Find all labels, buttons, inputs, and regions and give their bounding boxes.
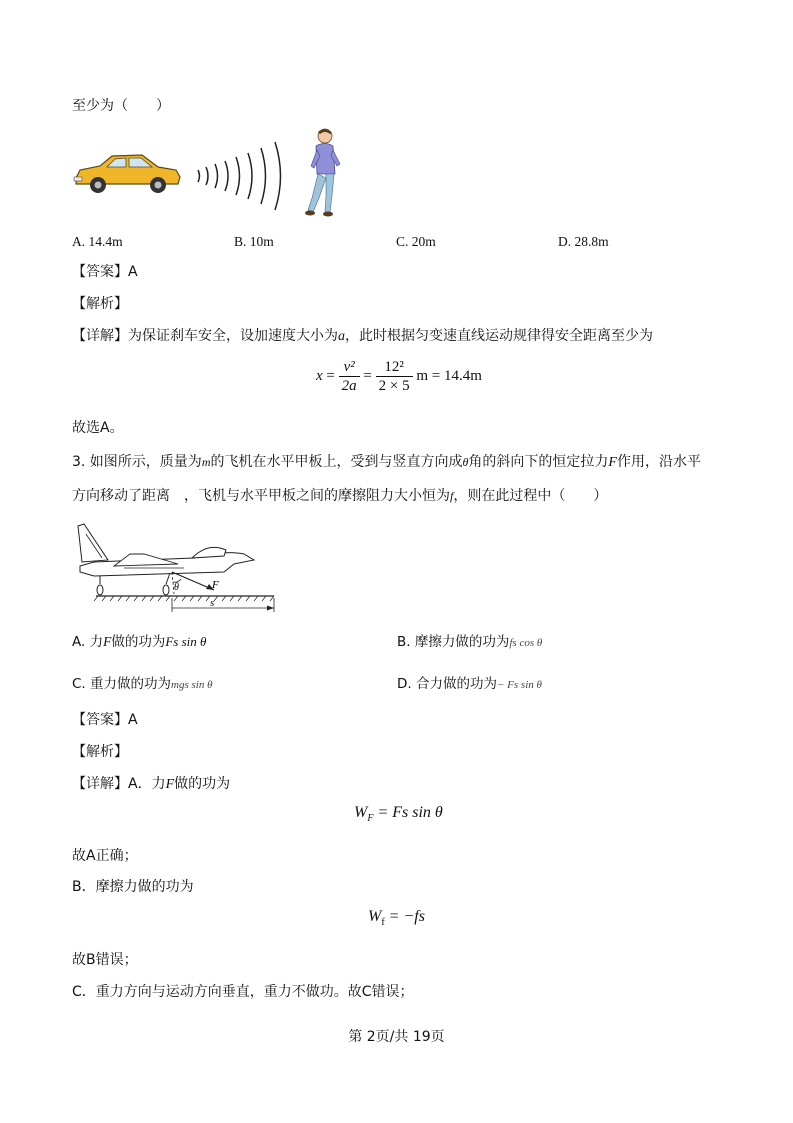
q3-detail-b: B．摩擦力做的功为 [72,879,194,895]
q3-formula-b [368,908,425,928]
q3-option-b-expr: fs cos θ [509,637,543,649]
q3-stem-f: f [450,489,454,503]
q3-stem-line1 [72,452,701,473]
figure-label-s: s [210,597,215,609]
q2-detail-text [72,326,653,347]
q3-formula-b-rest: = −fs [384,908,425,925]
q3-detail-a-prefix: 【详解】A．力 [72,776,166,792]
q2-formula-eq2: = [363,367,372,384]
q3-option-d-expr: − Fs sin θ [496,679,542,691]
q3-formula-a-W: W [354,804,368,821]
q3-option-c-expr: mgs sin θ [171,679,213,691]
q2-formula-frac2-num: 12² [376,358,413,377]
q2-answer: 【答案】A [72,264,138,280]
figure-label-F: F [212,579,219,591]
car-illustration [70,150,185,198]
q3-stem-part3: 角的斜向下的恒定拉力 [468,454,609,470]
sound-waves [192,136,302,216]
q3-formula-a [354,804,443,824]
q3-stem-line2-part1: 方向移动了距离 ，飞机与水平甲板之间的摩擦阻力大小恒为 [72,488,450,504]
q2-option-c: C. 20m [396,234,436,249]
q3-formula-b-W: W [368,908,382,925]
q3-stem-line2 [72,486,607,506]
q3-analysis-heading: 【解析】 [72,744,128,760]
question-2-tail: 至少为（ ） [72,98,170,114]
q2-formula-eq: = [326,367,335,384]
q3-option-d [397,674,542,695]
q2-analysis-heading: 【解析】 [72,296,128,312]
q3-stem-m: m [201,455,211,469]
q3-option-a [72,632,206,652]
q2-formula-result: m = 14.4m [416,367,482,384]
q2-formula-frac1 [339,358,360,395]
q2-detail-suffix: ，此时根据匀变速直线运动规律得安全距离至少为 [345,328,653,344]
q3-detail-a [72,774,230,795]
q3-stem-part4: 作用，沿水平 [616,454,701,470]
q2-formula-frac1-den: 2a [341,378,357,394]
q3-stem-line2-part2: ，则在此过程中（ ） [453,488,608,504]
q3-conclusion-b: 故B错误； [72,952,138,968]
q3-formula-a-rest: = Fs sin θ [373,804,443,821]
q3-detail-c: C．重力方向与运动方向垂直，重力不做功。故C错误； [72,984,414,1000]
q3-option-a-F: F [103,634,112,649]
q3-stem-theta: θ [462,455,469,469]
q2-conclusion: 故选A。 [72,420,124,436]
q3-stem-part2: 的飞机在水平甲板上，受到与竖直方向成 [210,454,463,470]
q2-detail-var-a: a [338,329,345,344]
q3-detail-a-suffix: 做的功为 [174,776,231,792]
q3-option-b [397,632,542,653]
q3-option-c [72,674,212,695]
q3-detail-a-F: F [165,777,175,792]
q3-option-d-text: D. 合力做的功为 [397,676,497,692]
q3-stem-part1: 3. 如图所示，质量为 [72,454,202,470]
q3-formula-b-sub: f [381,917,385,929]
q3-stem-F: F [608,455,617,470]
figure-label-theta: θ [174,582,179,593]
q3-option-b-text: B. 摩擦力做的功为 [397,634,510,650]
q3-answer: 【答案】A [72,712,138,728]
q2-formula [316,358,482,395]
q3-formula-a-sub: F [367,813,374,825]
q3-conclusion-a: 故A正确； [72,848,138,864]
q2-formula-frac2 [376,358,413,395]
q3-option-a-expr: Fs sin θ [165,634,207,649]
q2-formula-frac2-den: 2 × 5 [378,378,410,394]
q2-formula-lhs: x [316,367,323,384]
q2-option-a: A. 14.4m [72,234,123,249]
q3-option-a-mid: 做的功为 [111,634,166,650]
airplane-figure [74,520,284,614]
pedestrian-illustration [300,126,348,218]
page-footer: 第 2页/共 19页 [348,1029,445,1045]
q2-detail-prefix: 【详解】为保证刹车安全，设加速度大小为 [72,328,338,344]
q2-option-d: D. 28.8m [558,234,609,249]
q3-option-c-text: C. 重力做的功为 [72,676,172,692]
q2-formula-frac1-num: v² [339,358,360,377]
q3-option-a-text: A. 力 [72,634,104,650]
q2-option-b: B. 10m [234,234,274,249]
